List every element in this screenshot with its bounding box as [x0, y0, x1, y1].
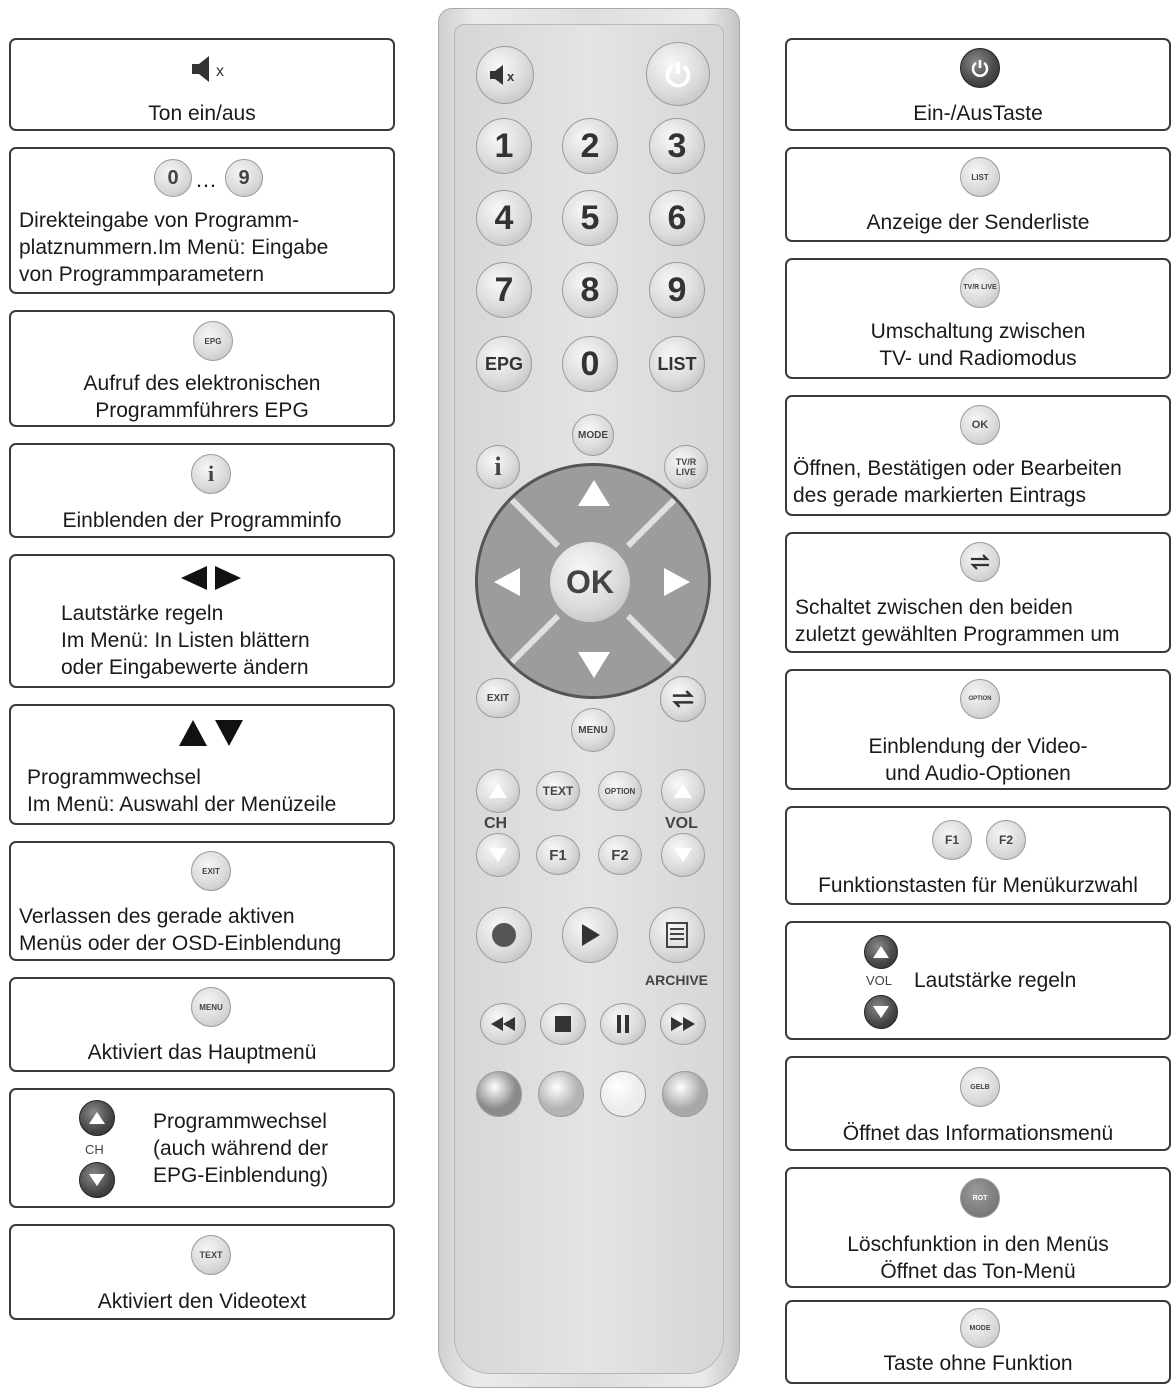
option-icon: OPTION — [960, 679, 1000, 719]
list-text: Anzeige der Senderliste — [866, 211, 1090, 234]
remote-power-button[interactable] — [646, 42, 710, 106]
fast-forward-icon — [671, 1017, 695, 1031]
remote-rewind-button[interactable] — [480, 1003, 526, 1045]
tvr-text-1: Umschaltung zwischen — [870, 320, 1086, 343]
remote-swap-button[interactable] — [660, 676, 706, 722]
callout-info — [9, 443, 395, 538]
callout-ch — [9, 1088, 395, 1208]
callout-list — [785, 147, 1171, 242]
rot-text-2: Öffnet das Ton-Menü — [880, 1260, 1076, 1283]
dpad-right-button[interactable] — [660, 562, 694, 602]
remote-vol-label: VOL — [665, 815, 698, 832]
digits-text-3: von Programmparametern — [19, 263, 265, 286]
mute-icon — [189, 54, 233, 84]
callout-menu — [9, 977, 395, 1072]
menu-icon: MENU — [191, 987, 231, 1027]
pause-icon — [616, 1015, 630, 1033]
swap-arrows-icon — [670, 690, 696, 708]
f1-icon: F1 — [932, 820, 972, 860]
ch-up-icon — [79, 1100, 115, 1136]
play-icon — [578, 922, 602, 948]
red-button-icon: ROT — [960, 1178, 1000, 1218]
remote-f2-button[interactable]: F2 — [598, 835, 642, 875]
remote-mode-button[interactable]: MODE — [572, 414, 614, 456]
arrow-down-icon — [674, 848, 692, 862]
dpad-up-button[interactable] — [574, 476, 614, 510]
remote-red-button[interactable] — [476, 1071, 522, 1117]
arrow-down-icon — [574, 648, 614, 682]
ok-icon: OK — [960, 405, 1000, 445]
arrow-up-icon — [574, 476, 614, 510]
power-icon — [960, 48, 1000, 88]
remote-digit-4[interactable]: 4 — [476, 190, 532, 246]
list-icon: LIST — [960, 157, 1000, 197]
text-icon: TEXT — [191, 1235, 231, 1275]
mute-icon — [488, 63, 522, 87]
swap-text-1: Schaltet zwischen den beiden — [795, 596, 1073, 619]
info-text: Einblenden der Programminfo — [62, 509, 342, 532]
remote-digit-2[interactable]: 2 — [562, 118, 618, 174]
mode-text: Taste ohne Funktion — [883, 1352, 1073, 1375]
dpad-down-button[interactable] — [574, 648, 614, 682]
callout-epg — [9, 310, 395, 427]
remote-ch-label: CH — [484, 815, 508, 832]
left-right-text-2: Im Menü: In Listen blättern — [61, 629, 310, 652]
swap-text-2: zuletzt gewählten Programmen um — [795, 623, 1120, 646]
remote-list-button[interactable]: LIST — [649, 336, 705, 392]
epg-icon: EPG — [193, 321, 233, 361]
dpad-left-button[interactable] — [490, 562, 524, 602]
option-text-2: und Audio-Optionen — [885, 762, 1071, 785]
callout-ok — [785, 395, 1171, 516]
remote-archive-button[interactable] — [649, 907, 705, 963]
callout-f1-f2 — [785, 806, 1171, 905]
yellow-button-icon: GELB — [960, 1067, 1000, 1107]
digits-text-1: Direkteingabe von Programm- — [19, 209, 300, 232]
callout-tvr — [785, 258, 1171, 379]
archive-icon — [666, 922, 688, 948]
remote-pause-button[interactable] — [600, 1003, 646, 1045]
remote-green-button[interactable] — [538, 1071, 584, 1117]
remote-stop-button[interactable] — [540, 1003, 586, 1045]
exit-icon: EXIT — [191, 851, 231, 891]
arrow-up-icon — [674, 784, 692, 798]
remote-vol-down-button[interactable] — [661, 833, 705, 877]
remote-exit-button[interactable]: EXIT — [476, 678, 520, 718]
remote-digit-0[interactable]: 0 — [562, 336, 618, 392]
callout-option — [785, 669, 1171, 790]
ch-text-1: Programmwechsel — [153, 1110, 327, 1133]
remote-ch-down-button[interactable] — [476, 833, 520, 877]
remote-digit-6[interactable]: 6 — [649, 190, 705, 246]
up-down-text-1: Programmwechsel — [27, 766, 201, 789]
remote-vol-up-button[interactable] — [661, 769, 705, 813]
ok-text-1: Öffnen, Bestätigen oder Bearbeiten — [793, 457, 1122, 480]
mode-icon: MODE — [960, 1308, 1000, 1348]
record-icon — [492, 923, 516, 947]
arrow-down-icon — [489, 848, 507, 862]
callout-swap — [785, 532, 1171, 653]
text-text: Aktiviert den Videotext — [97, 1290, 307, 1313]
ch-down-icon — [79, 1162, 115, 1198]
up-down-arrows-icon — [179, 718, 243, 748]
remote-menu-button[interactable]: MENU — [571, 708, 615, 752]
left-right-arrows-icon — [179, 564, 243, 592]
vol-text: Lautstärke regeln — [914, 969, 1077, 992]
remote-archive-label: ARCHIVE — [645, 972, 709, 988]
ellipsis-text: … — [195, 167, 217, 192]
f2-icon: F2 — [986, 820, 1026, 860]
gelb-text: Öffnet das Informationsmenü — [842, 1122, 1114, 1145]
remote-fastforward-button[interactable] — [660, 1003, 706, 1045]
callout-text — [9, 1224, 395, 1320]
epg-text-2: Programmführers EPG — [95, 399, 309, 422]
ch-label: CH — [85, 1142, 104, 1157]
rot-text-1: Löschfunktion in den Menüs — [847, 1233, 1109, 1256]
callout-vol — [785, 921, 1171, 1040]
menu-text: Aktiviert das Hauptmenü — [87, 1041, 317, 1064]
mute-text: Ton ein/aus — [148, 102, 256, 125]
tv-radio-icon: TV/R LIVE — [960, 268, 1000, 308]
option-text-1: Einblendung der Video- — [868, 735, 1088, 758]
callout-up-down — [9, 704, 395, 825]
remote-f1-button[interactable]: F1 — [536, 835, 580, 875]
remote-tv-radio-button[interactable]: TV/R LIVE — [664, 445, 708, 489]
callout-exit — [9, 841, 395, 961]
callout-mode — [785, 1300, 1171, 1384]
remote-text-button[interactable]: TEXT — [536, 771, 580, 811]
remote-digit-5[interactable]: 5 — [562, 190, 618, 246]
info-icon: i — [191, 454, 231, 494]
callout-gelb — [785, 1056, 1171, 1151]
callout-mute — [9, 38, 395, 131]
remote-digit-1[interactable]: 1 — [476, 118, 532, 174]
exit-text-1: Verlassen des gerade aktiven — [19, 905, 295, 928]
remote-yellow-button[interactable] — [600, 1071, 646, 1117]
remote-record-button[interactable] — [476, 907, 532, 963]
ch-text-3: EPG-Einblendung) — [153, 1164, 329, 1187]
remote-digit-9[interactable]: 9 — [649, 262, 705, 318]
digits-text-2: platznummern.Im Menü: Eingabe — [19, 236, 329, 259]
power-icon — [663, 59, 693, 89]
stop-icon — [555, 1016, 571, 1032]
ch-text-2: (auch während der — [153, 1137, 329, 1160]
arrow-left-icon — [490, 562, 524, 602]
svg-text:x: x — [216, 63, 224, 80]
remote-epg-button[interactable]: EPG — [476, 336, 532, 392]
callout-power — [785, 38, 1171, 131]
remote-mute-button[interactable] — [476, 46, 534, 104]
swap-arrows-icon — [960, 542, 1000, 582]
left-right-text-1: Lautstärke regeln — [61, 602, 224, 625]
svg-text:x: x — [507, 69, 515, 84]
callout-left-right — [9, 554, 395, 688]
ok-text-2: des gerade markierten Eintrags — [793, 484, 1086, 507]
remote-digit-8[interactable]: 8 — [562, 262, 618, 318]
remote-digit-7[interactable]: 7 — [476, 262, 532, 318]
epg-text-1: Aufruf des elektronischen — [83, 372, 321, 395]
remote-digit-3[interactable]: 3 — [649, 118, 705, 174]
tvr-text-2: TV- und Radiomodus — [879, 347, 1077, 370]
rewind-icon — [491, 1017, 515, 1031]
callout-rot — [785, 1167, 1171, 1288]
callout-digits — [9, 147, 395, 294]
remote-option-button[interactable]: OPTION — [598, 771, 642, 811]
remote-ok-button[interactable]: OK — [549, 541, 631, 623]
exit-text-2: Menüs oder der OSD-Einblendung — [19, 932, 342, 955]
arrow-right-icon — [660, 562, 694, 602]
f1-f2-text: Funktionstasten für Menükurzwahl — [818, 874, 1138, 897]
vol-label: VOL — [866, 973, 893, 988]
vol-up-icon — [864, 935, 898, 969]
up-down-text-2: Im Menü: Auswahl der Menüzeile — [27, 793, 337, 816]
remote-info-button[interactable]: i — [476, 445, 520, 489]
left-right-text-3: oder Eingabewerte ändern — [61, 656, 309, 679]
remote-play-button[interactable] — [562, 907, 618, 963]
digit-0-icon: 0 — [154, 159, 192, 197]
digit-9-icon: 9 — [225, 159, 263, 197]
arrow-up-icon — [489, 784, 507, 798]
remote-ch-up-button[interactable] — [476, 769, 520, 813]
power-text: Ein-/AusTaste — [913, 102, 1043, 125]
remote-blue-button[interactable] — [662, 1071, 708, 1117]
vol-down-icon — [864, 995, 898, 1029]
